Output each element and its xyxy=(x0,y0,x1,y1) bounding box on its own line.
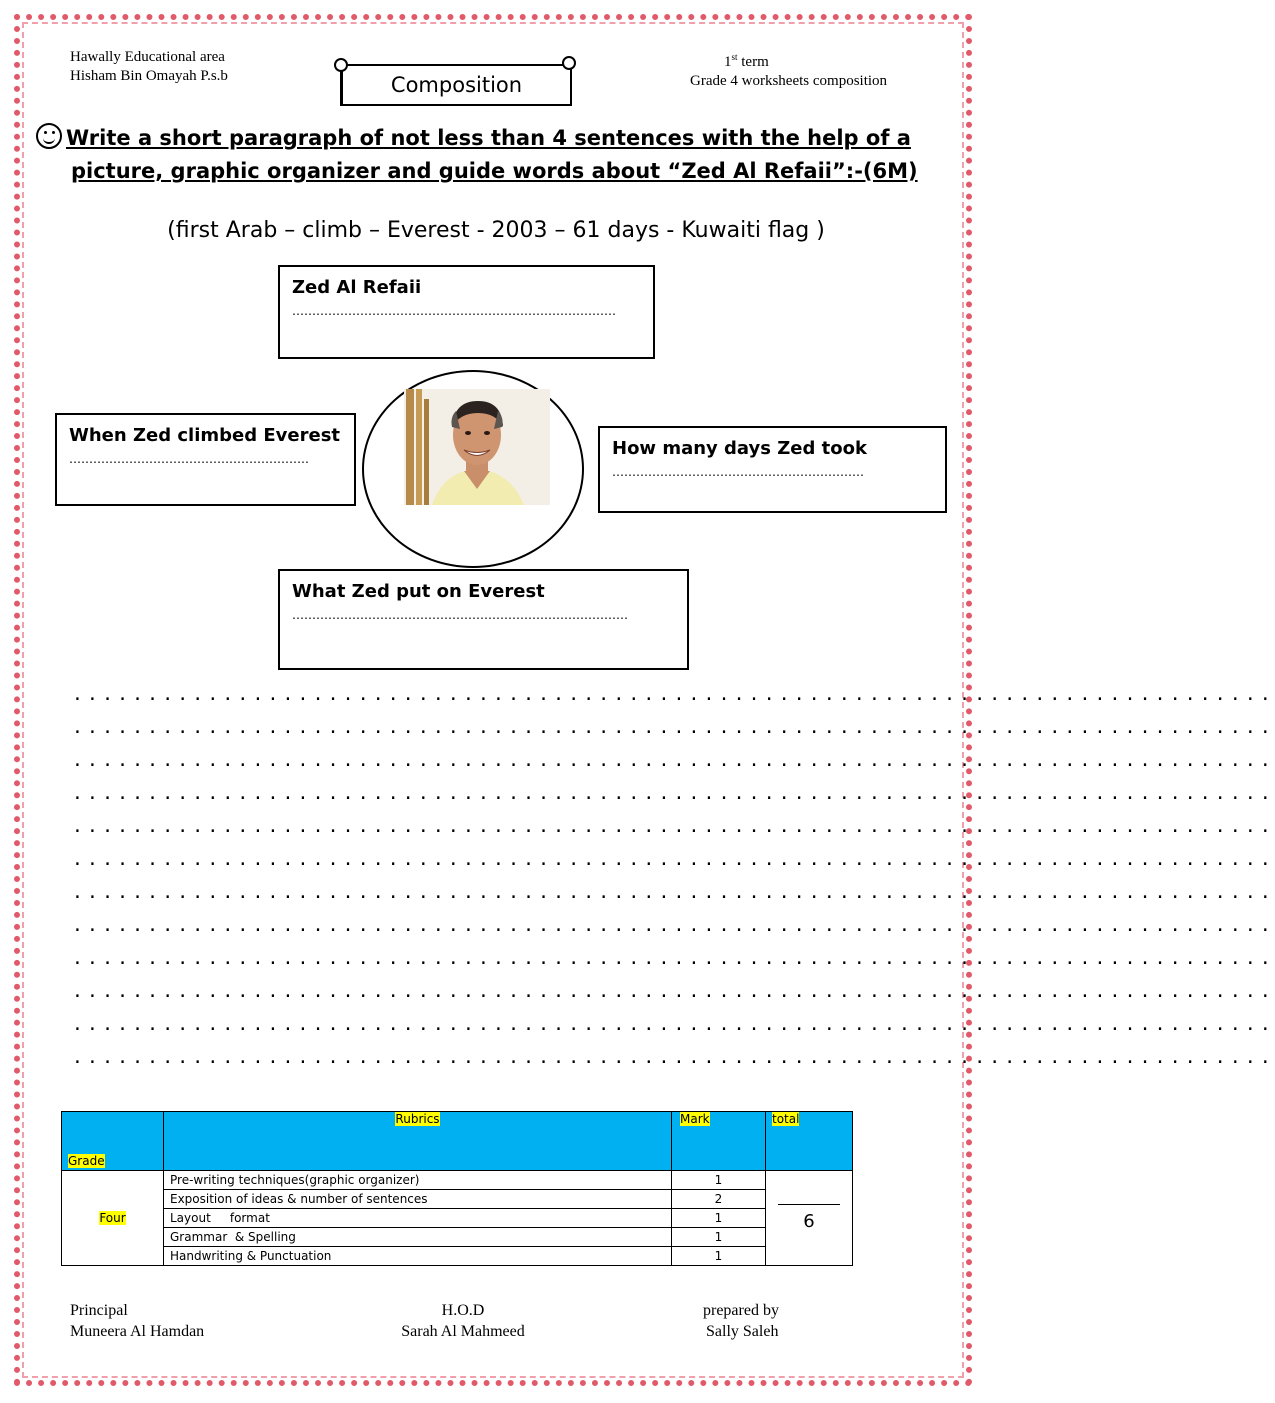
writing-line[interactable]: ................................................................................ xyxy=(72,882,1275,903)
grade-line: Grade 4 worksheets composition xyxy=(690,73,888,89)
total-value: 6 xyxy=(803,1211,815,1232)
grade-value: Four xyxy=(99,1211,126,1225)
total-divider xyxy=(778,1204,840,1205)
rubric-item: Exposition of ideas & number of sentences xyxy=(164,1190,672,1209)
school-name: Hisham Bin Omayah P.s.b xyxy=(70,68,228,84)
organizer-box-bottom[interactable] xyxy=(278,569,689,670)
portrait-image xyxy=(404,389,550,505)
rubric-row xyxy=(62,1171,853,1190)
grade-header-cell xyxy=(62,1112,164,1171)
writing-line[interactable]: ................................................................................ xyxy=(72,1014,1275,1035)
rubric-mark: 1 xyxy=(672,1247,766,1266)
organizer-box-right[interactable] xyxy=(598,426,947,513)
grade-header: Grade xyxy=(68,1154,105,1168)
writing-line[interactable]: ................................................................................ xyxy=(72,816,1275,837)
rubric-row xyxy=(62,1228,853,1247)
rubric-mark: 2 xyxy=(672,1190,766,1209)
guide-words: (first Arab – climb – Everest - 2003 – 61 days - Kuwaiti flag ) xyxy=(167,218,825,243)
organizer-bottom-title: What Zed put on Everest xyxy=(292,581,545,602)
rubric-item: Layout format xyxy=(164,1209,672,1228)
footer-hod xyxy=(398,1300,528,1342)
hod-title: H.O.D xyxy=(441,1302,485,1319)
term-label: 1st term xyxy=(724,52,769,70)
mark-header: Mark xyxy=(680,1112,710,1126)
instruction-line-2: picture, graphic organizer and guide words about “Zed Al Refaii”:-(6M) xyxy=(71,159,918,183)
header-left xyxy=(70,48,228,86)
footer-principal xyxy=(70,1300,204,1342)
organizer-top-title: Zed Al Refaii xyxy=(292,277,422,298)
principal-title: Principal xyxy=(70,1302,128,1319)
instruction xyxy=(36,122,926,188)
rubric-item: Pre-writing techniques(graphic organizer) xyxy=(164,1171,672,1190)
writing-line[interactable]: ................................................................................ xyxy=(72,981,1275,1002)
grade-value-cell xyxy=(62,1171,164,1266)
principal-name: Muneera Al Hamdan xyxy=(70,1323,205,1340)
organizer-left-answer: …………………………………………………… xyxy=(69,452,309,466)
organizer-right-answer: ……………………………………………………… xyxy=(612,465,864,479)
header-right xyxy=(690,48,887,91)
hod-name: Sarah Al Mahmeed xyxy=(401,1323,525,1340)
rubric-mark: 1 xyxy=(672,1228,766,1247)
scroll-curl-left xyxy=(334,58,348,72)
page-title: Composition xyxy=(340,64,572,106)
title-scroll xyxy=(334,58,576,108)
writing-line[interactable]: ................................................................................ xyxy=(72,783,1275,804)
smiley-icon xyxy=(36,123,62,149)
total-cell xyxy=(766,1171,853,1266)
writing-line[interactable]: ................................................................................ xyxy=(72,915,1275,936)
scroll-curl-right xyxy=(562,56,576,70)
writing-line[interactable]: ................................................................................ xyxy=(72,684,1275,705)
writing-line[interactable]: ................................................................................ xyxy=(72,750,1275,771)
mark-header-cell xyxy=(672,1112,766,1171)
prepared-name: Sally Saleh xyxy=(706,1323,779,1340)
rubric-row xyxy=(62,1209,853,1228)
organizer-right-title: How many days Zed took xyxy=(612,438,867,459)
organizer-top-answer: ……………………………………………………………………… xyxy=(292,304,616,318)
organizer-bottom-answer: ………………………………………………………………………… xyxy=(292,608,628,622)
rubrics-header: Rubrics xyxy=(395,1112,440,1126)
rubric-header-row xyxy=(62,1112,853,1171)
instruction-line-1: Write a short paragraph of not less than 4 sentences with the help of a xyxy=(66,126,911,150)
writing-line[interactable]: ................................................................................ xyxy=(72,948,1275,969)
rubric-row xyxy=(62,1190,853,1209)
rubric-item: Grammar & Spelling xyxy=(164,1228,672,1247)
rubric-row xyxy=(62,1247,853,1266)
total-header: total xyxy=(772,1112,800,1126)
rubric-mark: 1 xyxy=(672,1209,766,1228)
portrait-photo xyxy=(404,389,550,505)
rubrics-header-cell xyxy=(164,1112,672,1171)
total-header-cell xyxy=(766,1112,853,1171)
footer-prepared xyxy=(703,1300,779,1342)
writing-line[interactable]: ................................................................................ xyxy=(72,717,1275,738)
organizer-left-title: When Zed climbed Everest xyxy=(69,425,341,446)
writing-line[interactable]: ................................................................................ xyxy=(72,1047,1275,1068)
school-area: Hawally Educational area xyxy=(70,49,225,65)
rubric-table xyxy=(61,1111,853,1266)
prepared-title: prepared by xyxy=(703,1302,779,1319)
rubric-item: Handwriting & Punctuation xyxy=(164,1247,672,1266)
organizer-box-top[interactable] xyxy=(278,265,655,359)
writing-line[interactable]: ................................................................................ xyxy=(72,849,1275,870)
organizer-box-left[interactable] xyxy=(55,413,356,506)
rubric-mark: 1 xyxy=(672,1171,766,1190)
